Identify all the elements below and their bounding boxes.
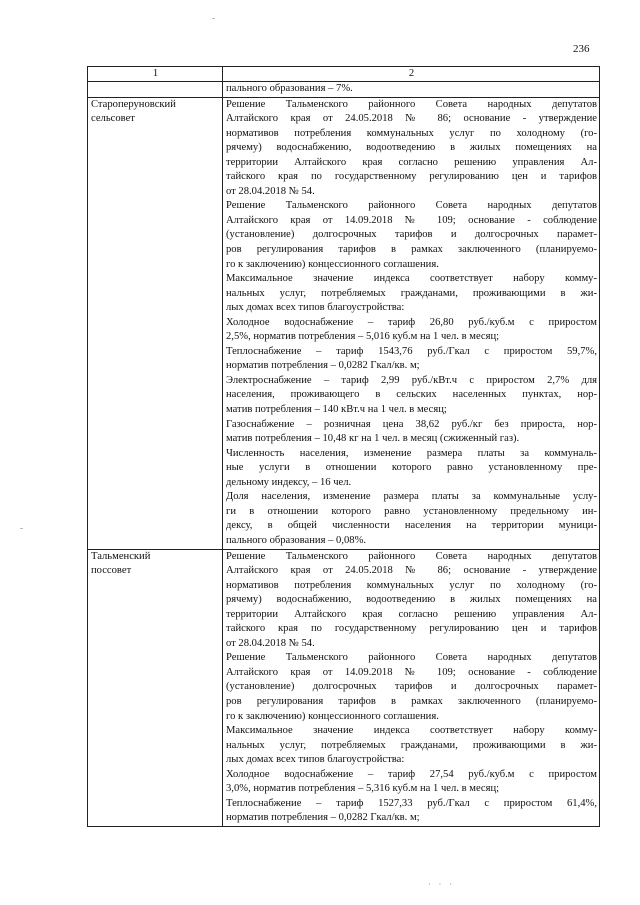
text-line: Теплоснабжение – тариф 1527,33 руб./Гкал с приростом 61,4%, [226, 797, 597, 809]
region-name-line: Тальменский [91, 550, 151, 562]
region-name-cell [88, 82, 223, 98]
text-line: населения, проживающего в сельских населенных пунктах, нор- [226, 389, 597, 401]
text-line: го к заключению) концессионного соглашения. [226, 710, 439, 722]
text-line: Решение Тальменского районного Совета народных депутатов [226, 200, 597, 212]
scan-artifact: · · · [428, 880, 455, 889]
scan-artifact [20, 528, 23, 529]
text-line: матив потребления – 140 кВт.ч на 1 чел. в месяц; [226, 404, 447, 416]
text-line: (установление) долгосрочных тарифов и долгосрочных парамет- [226, 681, 597, 693]
text-line: дельному индексу, – 16 чел. [226, 476, 352, 488]
text-line: лых домах всех типов благоустройства: [226, 302, 405, 314]
text-line: нальных услуг, потребляемых гражданами, проживающими в жи- [226, 287, 597, 299]
text-line: пального образования – 0,08%. [226, 534, 367, 546]
text-line: Решение Тальменского районного Совета народных депутатов [226, 550, 597, 562]
region-name-line: поссовет [91, 565, 132, 577]
text-line: тайского края по государственному регулированию цен и тарифов [226, 171, 597, 183]
text-line: норматив потребления – 0,0282 Гкал/кв. м; [226, 360, 420, 372]
text-line: Решение Тальменского районного Совета народных депутатов [226, 98, 597, 110]
text-line: го к заключению) концессионного соглашения. [226, 258, 439, 270]
text-line: нормативов потребления коммунальных услуг по холодному (го- [226, 127, 597, 139]
text-line: (установление) долгосрочных тарифов и долгосрочных парамет- [226, 229, 597, 241]
text-line: Электроснабжение – тариф 2,99 руб./кВт.ч с приростом 2,7% для [226, 374, 597, 386]
text-line: дексу, в общей численности населения на территории муници- [226, 520, 597, 532]
document-table [87, 66, 600, 827]
text-line: лых домах всех типов благоустройства: [226, 754, 405, 766]
text-line: Решение Тальменского районного Совета народных депутатов [226, 652, 597, 664]
table-row [88, 549, 600, 826]
table-row [88, 97, 600, 549]
region-name-line: Староперуновский [91, 98, 176, 110]
description-cell [223, 82, 600, 98]
text-line: Алтайского края от 14.09.2018 № 109; основание - соблюдение [226, 666, 597, 678]
text-line: Газоснабжение – розничная цена 38,62 руб./кг без прироста, нор- [226, 418, 597, 430]
text-line: Холодное водоснабжение – тариф 26,80 руб./куб.м с приростом [226, 316, 597, 328]
text-line: Теплоснабжение – тариф 1543,76 руб./Гкал с приростом 59,7%, [226, 345, 597, 357]
table-row [88, 82, 600, 98]
text-line: Максимальное значение индекса соответствует набору комму- [226, 273, 597, 285]
region-name-cell [88, 549, 223, 826]
text-line: территории Алтайского края согласно решению управления Ал- [226, 608, 597, 620]
text-line: рячему) водоснабжению, водоотведению в жилых помещениях на [226, 594, 597, 606]
text-line: Алтайского края от 24.05.2018 № 86; основание - утверждение [226, 113, 597, 125]
text-line: рячему) водоснабжению, водоотведению в жилых помещениях на [226, 142, 597, 154]
scan-artifact [212, 18, 215, 19]
text-line: ров регулирования тарифов в рамках заключенного (планируемо- [226, 244, 597, 256]
page-number: 236 [573, 43, 590, 55]
text-line: нормативов потребления коммунальных услуг по холодному (го- [226, 579, 597, 591]
column-header-1: 1 [88, 67, 223, 82]
text-line: Алтайского края от 24.05.2018 № 86; основание - утверждение [226, 565, 597, 577]
text-line: 2,5%, норматив потребления – 5,016 куб.м на 1 чел. в месяц; [226, 331, 500, 343]
text-line: пального образования – 7%. [226, 83, 353, 94]
text-line: тайского края по государственному регулированию цен и тарифов [226, 623, 597, 635]
text-line: ров регулирования тарифов в рамках заключенного (планируемо- [226, 695, 597, 707]
text-line: Максимальное значение индекса соответствует набору комму- [226, 725, 597, 737]
region-name-cell [88, 97, 223, 549]
text-line: нальных услуг, потребляемых гражданами, проживающими в жи- [226, 739, 597, 751]
text-line: от 28.04.2018 № 54. [226, 637, 315, 649]
text-line: территории Алтайского края согласно решению управления Ал- [226, 156, 597, 168]
column-header-2: 2 [223, 67, 600, 82]
text-line: Холодное водоснабжение – тариф 27,54 руб./куб.м с приростом [226, 768, 597, 780]
text-line: Доля населения, изменение размера платы за коммунальные услу- [226, 491, 597, 503]
text-line: от 28.04.2018 № 54. [226, 185, 315, 197]
region-name-line: сельсовет [91, 113, 135, 125]
text-line: Численность населения, изменение размера платы за коммуналь- [226, 447, 597, 459]
description-cell [223, 549, 600, 826]
text-line: Алтайского края от 14.09.2018 № 109; основание - соблюдение [226, 214, 597, 226]
table-header-row [88, 67, 600, 82]
text-line: 3,0%, норматив потребления – 5,316 куб.м на 1 чел. в месяц; [226, 783, 500, 795]
text-line: матив потребления – 10,48 кг на 1 чел. в месяц (сжиженный газ). [226, 433, 520, 445]
text-line: норматив потребления – 0,0282 Гкал/кв. м; [226, 812, 420, 824]
description-cell [223, 97, 600, 549]
text-line: ные услуги в отношении которого равно установленному пре- [226, 462, 597, 474]
text-line: ги в отношении которого равно установленному предельному ин- [226, 505, 597, 517]
